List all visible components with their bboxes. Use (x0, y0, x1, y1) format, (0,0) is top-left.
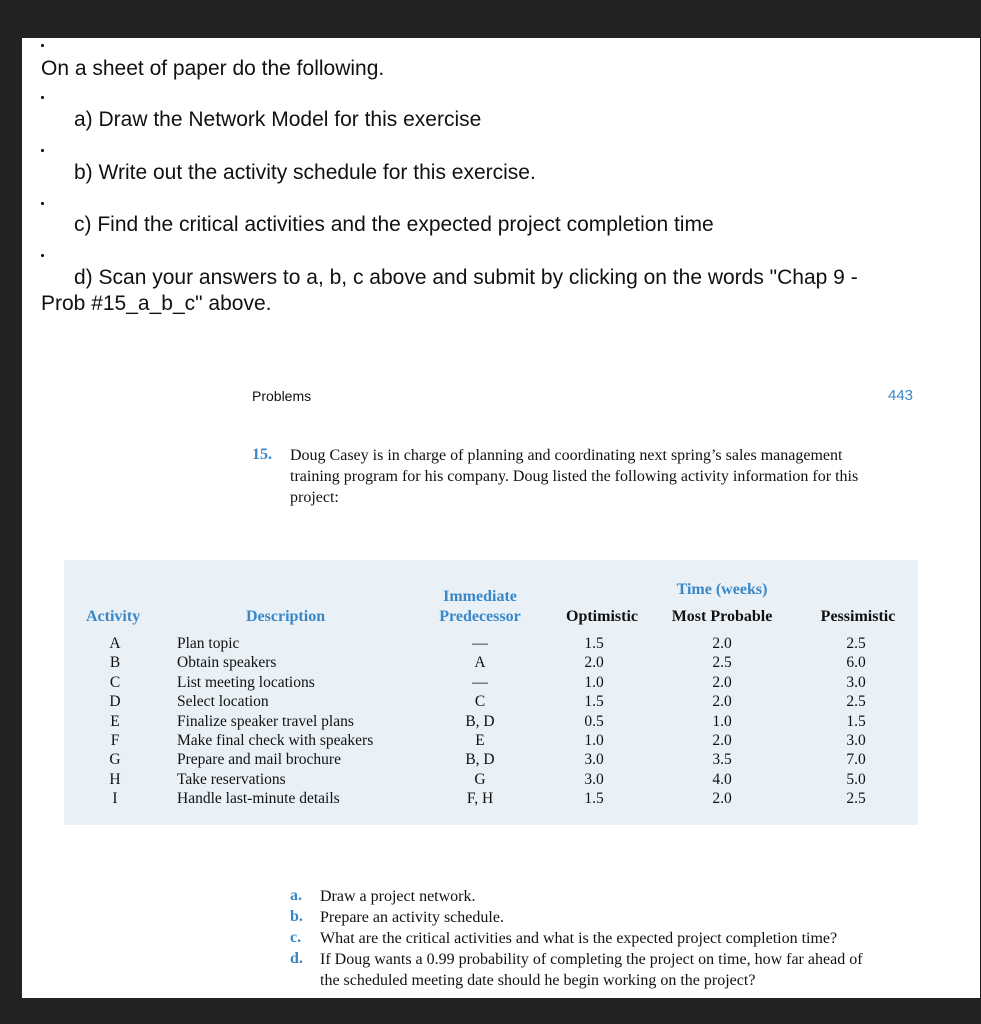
cell-predecessor: B, D (465, 712, 495, 730)
cell-most-probable: 2.0 (712, 673, 732, 691)
cell-most-probable: 1.0 (712, 712, 732, 730)
cell-predecessor: — (472, 673, 488, 691)
question-d-label: d. (290, 950, 303, 967)
cell-most-probable: 2.0 (712, 635, 732, 652)
cell-most-probable: 2.5 (712, 654, 732, 672)
question-b-label: b. (290, 908, 303, 925)
header-most-probable: Most Probable (671, 608, 773, 625)
header-optimistic: Optimistic (566, 608, 638, 625)
cell-pessimistic: 7.0 (846, 751, 866, 769)
cell-description: Plan topic (177, 635, 240, 652)
header-time-weeks: Time (weeks) (676, 581, 768, 598)
cell-predecessor: E (475, 732, 485, 749)
cell-most-probable: 2.0 (712, 732, 732, 749)
cell-pessimistic: 1.5 (846, 712, 866, 730)
cell-description: Finalize speaker travel plans (177, 712, 354, 730)
cell-optimistic: 0.5 (584, 712, 604, 730)
cell-optimistic: 3.0 (584, 770, 604, 788)
cell-activity: B (109, 654, 121, 672)
cell-optimistic: 1.0 (584, 732, 604, 749)
instruction-d-line1: d) Scan your answers to a, b, c above and submit by clicking on the words "Chap 9 - (74, 266, 858, 289)
cell-optimistic: 2.0 (584, 654, 604, 672)
cell-most-probable: 2.0 (712, 790, 732, 808)
problem-text-line2: training program for his company. Doug listed the following activity information for this (290, 468, 859, 485)
cell-optimistic: 1.5 (584, 790, 604, 808)
instruction-intro: On a sheet of paper do the following. (41, 57, 385, 80)
bullet-dot (41, 44, 44, 47)
cell-predecessor: C (474, 693, 486, 711)
cell-predecessor: — (472, 635, 488, 652)
cell-description: Make final check with speakers (177, 732, 374, 749)
cell-activity: A (109, 635, 121, 652)
question-c-label: c. (290, 929, 302, 946)
problem-text-line1: Doug Casey is in charge of planning and coordinating next spring’s sales management (290, 447, 843, 464)
document-sheet (22, 38, 980, 998)
activity-table (64, 560, 918, 825)
cell-most-probable: 2.0 (712, 693, 732, 711)
question-d-text-line1: If Doug wants a 0.99 probability of completing the project on time, how far ahead of (320, 951, 863, 968)
instruction-d-line2: Prob #15_a_b_c" above. (41, 292, 272, 315)
cell-description: List meeting locations (177, 673, 315, 691)
cell-description: Handle last-minute details (177, 790, 340, 808)
problem-number: 15. (252, 446, 272, 463)
cell-activity: F (110, 732, 120, 749)
cell-pessimistic: 2.5 (846, 693, 866, 711)
header-pessimistic: Pessimistic (820, 608, 896, 625)
bullet-dot (41, 202, 44, 205)
question-a-label: a. (290, 887, 302, 904)
problem-text-line3: project: (290, 489, 339, 506)
cell-pessimistic: 5.0 (846, 770, 866, 788)
cell-activity: I (112, 790, 118, 808)
page-number: 443 (888, 387, 914, 404)
cell-activity: D (109, 693, 121, 711)
instruction-b: b) Write out the activity schedule for this exercise. (74, 161, 536, 184)
cell-description: Select location (177, 693, 269, 711)
cell-predecessor: A (474, 654, 486, 672)
cell-predecessor: B, D (465, 751, 495, 769)
cell-description: Obtain speakers (177, 654, 277, 672)
bullet-dot (41, 96, 44, 99)
cell-description: Prepare and mail brochure (177, 751, 341, 769)
cell-activity: H (109, 770, 121, 788)
header-activity: Activity (86, 608, 141, 625)
question-b-text: Prepare an activity schedule. (320, 909, 504, 926)
cell-description: Take reservations (177, 770, 286, 788)
question-c-text: What are the critical activities and what is the expected project completion time? (320, 930, 838, 947)
cell-optimistic: 1.5 (584, 635, 604, 652)
cell-predecessor: F, H (466, 790, 494, 808)
cell-pessimistic: 3.0 (846, 673, 866, 691)
cell-optimistic: 1.5 (584, 693, 604, 711)
cell-most-probable: 4.0 (712, 770, 732, 788)
header-predecessor-line1: Immediate (443, 588, 517, 605)
cell-activity: C (109, 673, 121, 691)
header-description: Description (246, 608, 326, 625)
bullet-dot (41, 254, 44, 257)
cell-pessimistic: 3.0 (846, 732, 866, 749)
bullet-dot (41, 149, 44, 152)
cell-predecessor: G (474, 770, 486, 788)
cell-pessimistic: 6.0 (846, 654, 866, 672)
page-section-title: Problems (252, 388, 312, 404)
cell-optimistic: 3.0 (584, 751, 604, 769)
cell-activity: G (109, 751, 121, 769)
cell-most-probable: 3.5 (712, 751, 732, 769)
cell-pessimistic: 2.5 (846, 635, 866, 652)
question-d-text-line2: the scheduled meeting date should he begin working on the project? (320, 972, 756, 989)
cell-pessimistic: 2.5 (846, 790, 866, 808)
question-a-text: Draw a project network. (320, 888, 476, 905)
instruction-c: c) Find the critical activities and the expected project completion time (74, 213, 714, 236)
header-predecessor-line2: Predecessor (439, 608, 521, 625)
cell-optimistic: 1.0 (584, 673, 604, 691)
cell-activity: E (110, 712, 120, 730)
instruction-a: a) Draw the Network Model for this exercise (74, 108, 482, 131)
